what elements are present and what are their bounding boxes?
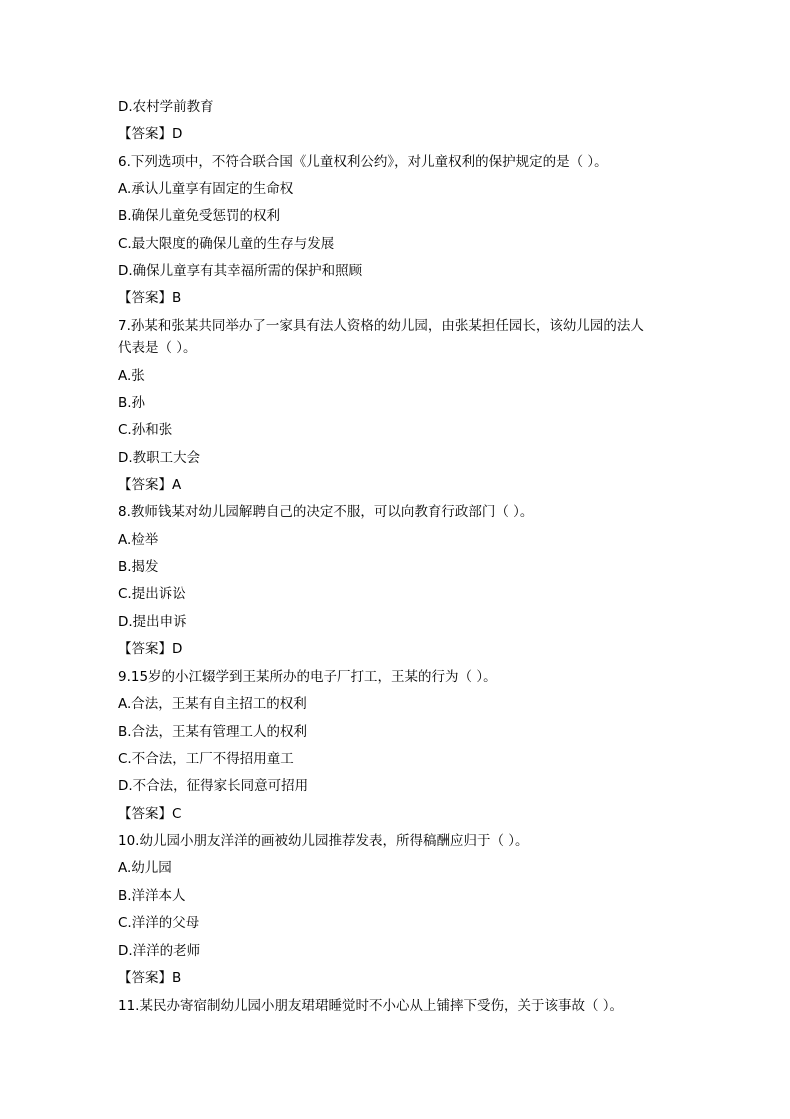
question-6: 6.下列选项中，不符合联合国《儿童权利公约》，对儿童权利的保护规定的是（ ）。 <box>118 154 608 170</box>
question-11: 11.某民办寄宿制幼儿园小朋友珺珺睡觉时不小心从上铺摔下受伤，关于该事故（ ）。 <box>118 998 624 1014</box>
option-b-q8: B.揭发 <box>118 559 159 575</box>
question-7-cont: 代表是（ ）。 <box>118 340 197 356</box>
question-9: 9.15岁的小江辍学到王某所办的电子厂打工，王某的行为（ ）。 <box>118 669 497 685</box>
option-d-q9: D.不合法，征得家长同意可招用 <box>118 778 309 794</box>
answer-q9: 【答案】C <box>118 806 182 822</box>
option-a-q6: A.承认儿童享有固定的生命权 <box>118 181 294 197</box>
option-d-q8: D.提出申诉 <box>118 614 187 630</box>
option-c-q6: C.最大限度的确保儿童的生存与发展 <box>118 236 335 252</box>
option-d-q7: D.教职工大会 <box>118 450 201 466</box>
option-c-q7: C.孙和张 <box>118 422 173 438</box>
option-d-q10: D.洋洋的老师 <box>118 943 201 959</box>
option-c-q8: C.提出诉讼 <box>118 586 186 602</box>
option-b-q7: B.孙 <box>118 395 146 411</box>
answer-q5: 【答案】D <box>118 126 183 142</box>
question-8: 8.教师钱某对幼儿园解聘自己的决定不服，可以向教育行政部门（ ）。 <box>118 504 534 520</box>
answer-q7: 【答案】A <box>118 477 182 493</box>
option-c-q10: C.洋洋的父母 <box>118 915 200 931</box>
option-c-q9: C.不合法，工厂不得招用童工 <box>118 751 294 767</box>
option-a-q7: A.张 <box>118 368 145 384</box>
question-7: 7.孙某和张某共同举办了一家具有法人资格的幼儿园，由张某担任园长，该幼儿园的法人 <box>118 318 644 334</box>
answer-q10: 【答案】B <box>118 970 182 986</box>
option-b-q10: B.洋洋本人 <box>118 888 186 904</box>
option-a-q10: A.幼儿园 <box>118 860 172 876</box>
answer-q8: 【答案】D <box>118 641 183 657</box>
option-b-q9: B.合法，王某有管理工人的权利 <box>118 724 308 740</box>
option-a-q8: A.检举 <box>118 532 159 548</box>
option-b-q6: B.确保儿童免受惩罚的权利 <box>118 208 281 224</box>
option-d-q6: D.确保儿童享有其幸福所需的保护和照顾 <box>118 263 363 279</box>
answer-q6: 【答案】B <box>118 290 182 306</box>
option-d-q5: D.农村学前教育 <box>118 99 214 115</box>
option-a-q9: A.合法，王某有自主招工的权利 <box>118 696 307 712</box>
question-10: 10.幼儿园小朋友洋洋的画被幼儿园推荐发表，所得稿酬应归于（ ）。 <box>118 833 529 849</box>
